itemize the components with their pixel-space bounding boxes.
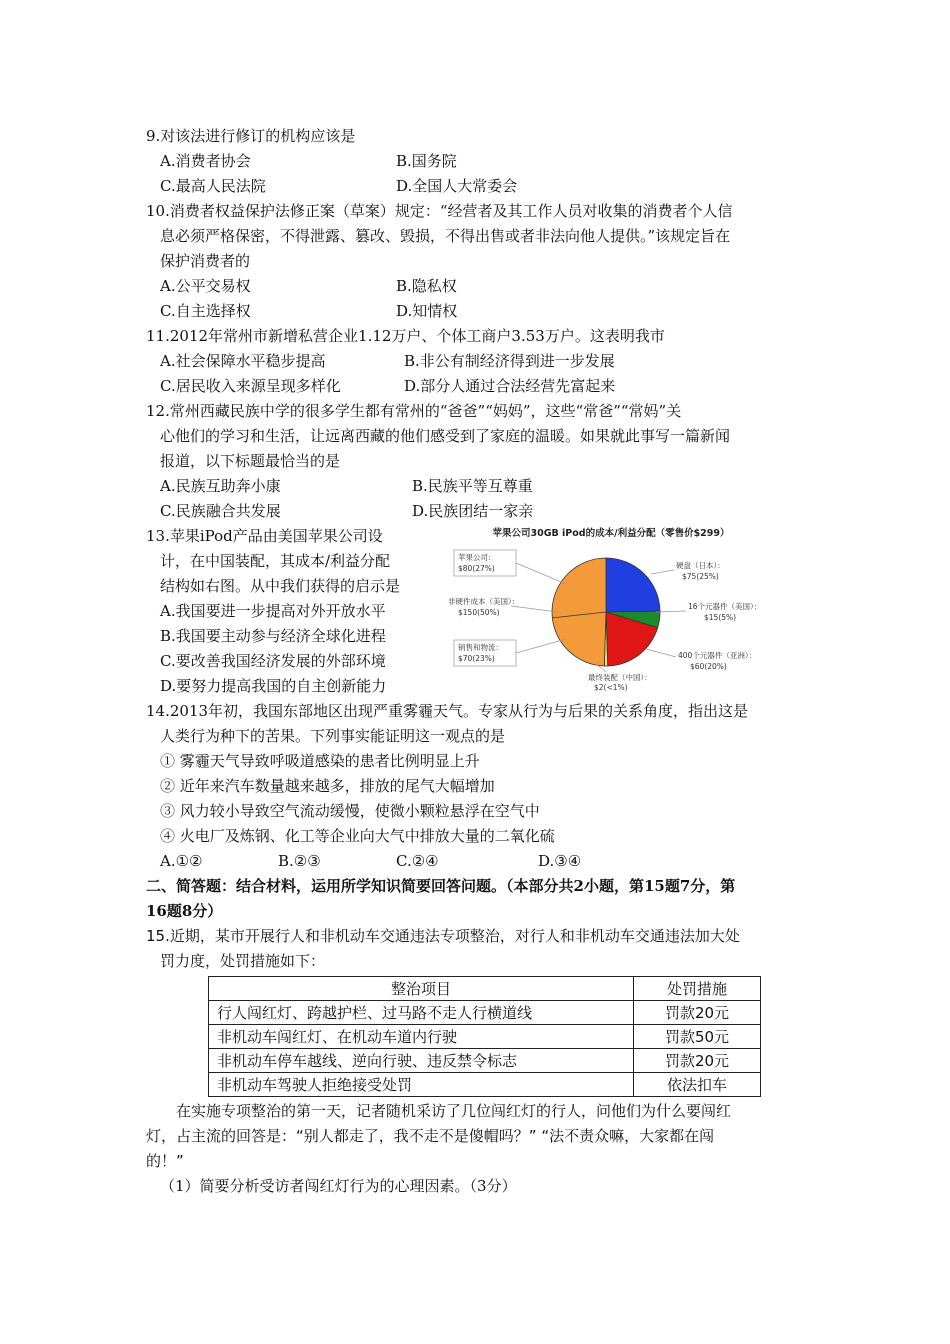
table-cell-penalty: 罚款20元 — [634, 1001, 761, 1025]
value-16parts: $15(5%) — [704, 613, 737, 622]
q13-stem-line3: 结构如右图。从中我们获得的启示是 — [160, 577, 401, 595]
label-16parts: 16个元器件（美国）： — [688, 602, 762, 611]
q14-options — [146, 849, 812, 874]
label-nonhardware: 非硬件成本（美国）： — [448, 597, 520, 606]
callout-line-400parts — [646, 649, 676, 657]
value-assembly: $2(<1%) — [594, 683, 628, 692]
table-cell-item: 非机动车闯红灯、在机动车道内行驶 — [209, 1025, 634, 1049]
q15-stem-line1: 15.近期，某市开展行人和非机动车交通违法专项整治，对行人和非机动车交通违法加大处 — [146, 927, 740, 945]
q11-option-a: A.社会保障水平稳步提高 — [160, 352, 326, 370]
table-row — [209, 1001, 761, 1025]
q15-material-line2: 灯，占主流的回答是：“别人都走了，我不走不是傻帽吗？” “法不责众嘛，大家都在闯 — [146, 1127, 715, 1145]
q10-stem-line2: 息必须严格保密，不得泄露、篡改、毁损，不得出售或者非法向他人提供。”该规定旨在 — [160, 227, 731, 245]
pie-slice-nonhardware — [552, 558, 606, 666]
value-hdd: $75(25%) — [682, 572, 719, 581]
q12-options-row2 — [146, 499, 812, 524]
q14-statement-3: ③ 风力较小导致空气流动缓慢，使微小颗粒悬浮在空气中 — [160, 802, 540, 820]
exam-page — [146, 124, 812, 1199]
callout-line-nonhardware — [511, 606, 558, 612]
value-400parts: $60(20%) — [690, 662, 727, 671]
section2-heading-line1: 二、简答题：结合材料，运用所学知识简要回答问题。（本部分共2小题，第15题7分，第 — [146, 877, 736, 895]
q10-option-a: A.公平交易权 — [160, 277, 251, 295]
q14-statement-1: ① 雾霾天气导致呼吸道感染的患者比例明显上升 — [160, 752, 480, 770]
q9-option-c: C.最高人民法院 — [160, 177, 266, 195]
q9-stem: 9.对该法进行修订的机构应该是 — [146, 127, 356, 145]
q9-option-d: D.全国人大常委会 — [396, 177, 518, 195]
value-sales: $70(23%) — [458, 654, 495, 663]
q11-option-c: C.居民收入来源呈现多样化 — [160, 377, 341, 395]
q10-option-d: D.知情权 — [396, 302, 458, 320]
table-row — [209, 1073, 761, 1097]
q15-material-line3: 的！” — [146, 1152, 184, 1170]
q13-text — [146, 524, 446, 699]
pie-chart — [446, 524, 766, 694]
q10-options-row1 — [146, 274, 812, 299]
table-cell-penalty: 罚款50元 — [634, 1025, 761, 1049]
q12-options-row1 — [146, 474, 812, 499]
q10-stem-line1: 10.消费者权益保护法修正案（草案）规定：“经营者及其工作人员对收集的消费者个人信 — [146, 202, 733, 220]
q11-stem: 11.2012年常州市新增私营企业1.12万户、个体工商户3.53万户。这表明我市 — [146, 327, 665, 345]
q9-option-a: A.消费者协会 — [160, 152, 251, 170]
label-hdd: 硬盘（日本）： — [676, 561, 725, 570]
q11-option-d: D.部分人通过合法经营先富起来 — [404, 377, 616, 395]
q11-option-b: B.非公有制经济得到进一步发展 — [404, 352, 615, 370]
q10-option-c: C.自主选择权 — [160, 302, 251, 320]
q13-option-d: D.要努力提高我国的自主创新能力 — [160, 677, 387, 695]
q11-options-row2 — [146, 374, 812, 399]
callout-line-apple — [516, 563, 566, 584]
table-header-penalty: 处罚措施 — [634, 977, 761, 1001]
q13-option-b: B.我国要主动参与经济全球化进程 — [160, 627, 386, 645]
q14-option-a: A.①② — [160, 852, 203, 870]
q14-statement-2: ② 近年来汽车数量越来越多，排放的尾气大幅增加 — [160, 777, 495, 795]
label-sales: 销售和物流： — [458, 643, 503, 652]
callout-line-16parts — [656, 611, 686, 612]
q14-stem-line2: 人类行为种下的苦果。下列事实能证明这一观点的是 — [160, 727, 506, 745]
table-header-row — [209, 977, 761, 1001]
q14-option-b: B.②③ — [278, 852, 321, 870]
q10-stem-line3: 保护消费者的 — [160, 252, 251, 270]
q9-option-b: B.国务院 — [396, 152, 457, 170]
q13-stem-line1: 13.苹果iPod产品由美国苹果公司设 — [146, 527, 383, 545]
q12-stem-line1: 12.常州西藏民族中学的很多学生都有常州的“爸爸”“妈妈”，这些“常爸”“常妈”关 — [146, 402, 682, 420]
label-400parts: 400个元器件（亚洲）： — [678, 651, 757, 660]
q13-option-c: C.要改善我国经济发展的外部环境 — [160, 652, 386, 670]
table-cell-penalty: 罚款20元 — [634, 1049, 761, 1073]
q12-option-a: A.民族互助奔小康 — [160, 477, 281, 495]
table-header-item: 整治项目 — [209, 977, 634, 1001]
q14-option-c: C.②④ — [396, 852, 439, 870]
section2-heading-line2: 16题8分） — [146, 902, 223, 920]
table-row — [209, 1049, 761, 1073]
q10-options-row2 — [146, 299, 812, 324]
chart-title: 苹果公司30GB iPod的成本/利益分配（零售价$299） — [492, 528, 730, 539]
callout-line-hdd — [651, 570, 674, 574]
q10-option-b: B.隐私权 — [396, 277, 457, 295]
q12-stem-line2: 心他们的学习和生活，让远离西藏的他们感受到了家庭的温暖。如果就此事写一篇新闻 — [160, 427, 731, 445]
q11-options-row1 — [146, 349, 812, 374]
label-apple: 苹果公司： — [458, 553, 496, 562]
table-row — [209, 1025, 761, 1049]
ipod-chart — [446, 524, 766, 694]
q12-stem-line3: 报道，以下标题最恰当的是 — [160, 452, 341, 470]
value-nonhardware: $150(50%) — [458, 608, 500, 617]
penalty-table — [208, 976, 761, 1097]
q9-options-row1 — [146, 149, 812, 174]
table-cell-item: 非机动车驾驶人拒绝接受处罚 — [209, 1073, 634, 1097]
table-cell-item: 行人闯红灯、跨越护栏、过马路不走人行横道线 — [209, 1001, 634, 1025]
pie-slice-hdd — [606, 558, 660, 612]
q13-stem-line2: 计，在中国装配，其成本/利益分配 — [160, 552, 391, 570]
value-apple: $80(27%) — [458, 564, 495, 573]
q15-stem-line2: 罚力度，处罚措施如下： — [160, 952, 326, 970]
q9-options-row2 — [146, 174, 812, 199]
table-cell-penalty: 依法扣车 — [634, 1073, 761, 1097]
callout-line-sales — [516, 639, 566, 653]
q14-statement-4: ④ 火电厂及炼钢、化工等企业向大气中排放大量的二氧化硫 — [160, 827, 555, 845]
q14-option-d: D.③④ — [538, 852, 582, 870]
q13-option-a: A.我国要进一步提高对外开放水平 — [160, 602, 386, 620]
q14-stem-line1: 14.2013年初，我国东部地区出现严重雾霾天气。专家从行为与后果的关系角度，指出这是 — [146, 702, 749, 720]
q12-option-d: D.民族团结一家亲 — [412, 502, 534, 520]
q12-option-b: B.民族平等互尊重 — [412, 477, 533, 495]
q15-material-line1: 在实施专项整治的第一天，记者随机采访了几位闯红灯的行人，问他们为什么要闯红 — [176, 1102, 732, 1120]
q13-block — [146, 524, 812, 699]
q12-option-c: C.民族融合共发展 — [160, 502, 281, 520]
q15-subquestion-1: （1）简要分析受访者闯红灯行为的心理因素。（3分） — [160, 1177, 517, 1195]
label-assembly: 最终装配（中国）： — [588, 673, 652, 682]
table-cell-item: 非机动车停车越线、逆向行驶、违反禁令标志 — [209, 1049, 634, 1073]
